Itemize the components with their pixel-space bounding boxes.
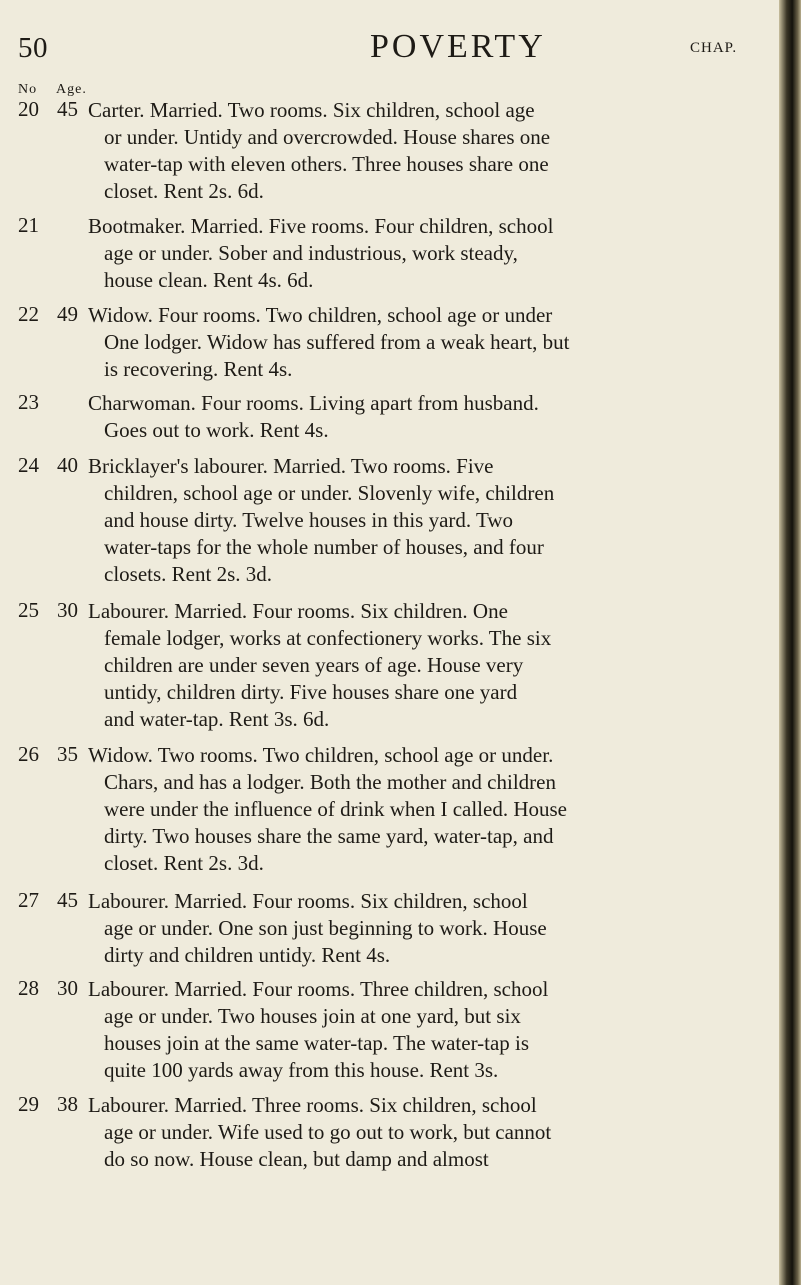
- text-line: closet. Rent 2s. 6d.: [104, 179, 264, 203]
- case-age: 49: [57, 302, 78, 326]
- text-line: dirty and children untidy. Rent 4s.: [104, 943, 391, 967]
- case-description: [88, 453, 736, 588]
- page-header: [0, 28, 780, 68]
- case-number: 22: [18, 302, 39, 326]
- case-description: [88, 390, 736, 444]
- case-description: [88, 302, 736, 383]
- text-line: age or under. Wife used to go out to work, but cannot: [104, 1120, 552, 1144]
- text-line: Labourer. Married. Four rooms. Three children, school: [88, 977, 549, 1001]
- case-description: [88, 598, 736, 733]
- text-line: One lodger. Widow has suffered from a weak heart, but: [104, 330, 570, 354]
- page-number: 50: [18, 32, 48, 64]
- case-number: 28: [18, 976, 39, 1000]
- text-line: house clean. Rent 4s. 6d.: [104, 268, 314, 292]
- text-line: water-taps for the whole number of houses, and four: [104, 535, 544, 559]
- text-line: were under the influence of drink when I called. House: [104, 797, 567, 821]
- case-description: [88, 213, 736, 294]
- case-number: 23: [18, 390, 39, 414]
- text-line: houses join at the same water-tap. The water-tap is: [104, 1031, 530, 1055]
- text-line: and water-tap. Rent 3s. 6d.: [104, 707, 330, 731]
- text-line: Widow. Two rooms. Two children, school age or under.: [88, 743, 554, 767]
- text-line: Widow. Four rooms. Two children, school age or under: [88, 303, 553, 327]
- running-title: POVERTY: [370, 28, 546, 65]
- text-line: children, school age or under. Slovenly wife, children: [104, 481, 555, 505]
- text-line: water-tap with eleven others. Three houses share one: [104, 152, 549, 176]
- case-age: 45: [57, 97, 78, 121]
- text-line: Labourer. Married. Three rooms. Six children, school: [88, 1093, 537, 1117]
- text-line: Goes out to work. Rent 4s.: [104, 418, 329, 442]
- text-line: closets. Rent 2s. 3d.: [104, 562, 272, 586]
- case-description: [88, 888, 736, 969]
- case-number: 24: [18, 453, 39, 477]
- text-line: female lodger, works at confectionery works. The six: [104, 626, 552, 650]
- text-line: Bricklayer's labourer. Married. Two rooms. Five: [88, 454, 494, 478]
- case-age: 30: [57, 598, 78, 622]
- case-age: 38: [57, 1092, 78, 1116]
- column-header-no: No: [18, 82, 38, 97]
- case-description: [88, 1092, 736, 1173]
- text-line: untidy, children dirty. Five houses share one yard: [104, 680, 518, 704]
- case-description: [88, 97, 736, 205]
- case-age: 35: [57, 742, 78, 766]
- text-line: children are under seven years of age. House very: [104, 653, 524, 677]
- text-line: Carter. Married. Two rooms. Six children, school age: [88, 98, 535, 122]
- text-line: do so now. House clean, but damp and almost: [104, 1147, 489, 1171]
- case-description: [88, 742, 736, 877]
- case-number: 20: [18, 97, 39, 121]
- text-line: Chars, and has a lodger. Both the mother and children: [104, 770, 556, 794]
- text-line: age or under. Two houses join at one yard, but six: [104, 1004, 521, 1028]
- case-number: 21: [18, 213, 39, 237]
- chapter-abbrev: CHAP.: [690, 40, 738, 56]
- text-line: Labourer. Married. Four rooms. Six children, school: [88, 889, 528, 913]
- case-number: 26: [18, 742, 39, 766]
- case-number: 29: [18, 1092, 39, 1116]
- column-header-age: Age.: [56, 82, 87, 97]
- text-line: Bootmaker. Married. Five rooms. Four children, school: [88, 214, 554, 238]
- text-line: Charwoman. Four rooms. Living apart from husband.: [88, 391, 539, 415]
- text-line: or under. Untidy and overcrowded. House shares one: [104, 125, 551, 149]
- text-line: Labourer. Married. Four rooms. Six children. One: [88, 599, 508, 623]
- text-line: age or under. One son just beginning to work. House: [104, 916, 547, 940]
- case-age: 40: [57, 453, 78, 477]
- case-number: 25: [18, 598, 39, 622]
- text-line: dirty. Two houses share the same yard, water-tap, and: [104, 824, 554, 848]
- case-number: 27: [18, 888, 39, 912]
- case-age: 30: [57, 976, 78, 1000]
- text-line: closet. Rent 2s. 3d.: [104, 851, 264, 875]
- text-line: is recovering. Rent 4s.: [104, 357, 293, 381]
- page-edge-binding: [779, 0, 801, 1285]
- case-age: 45: [57, 888, 78, 912]
- text-line: and house dirty. Twelve houses in this yard. Two: [104, 508, 514, 532]
- text-line: quite 100 yards away from this house. Rent 3s.: [104, 1058, 499, 1082]
- case-description: [88, 976, 736, 1084]
- text-line: age or under. Sober and industrious, work steady,: [104, 241, 518, 265]
